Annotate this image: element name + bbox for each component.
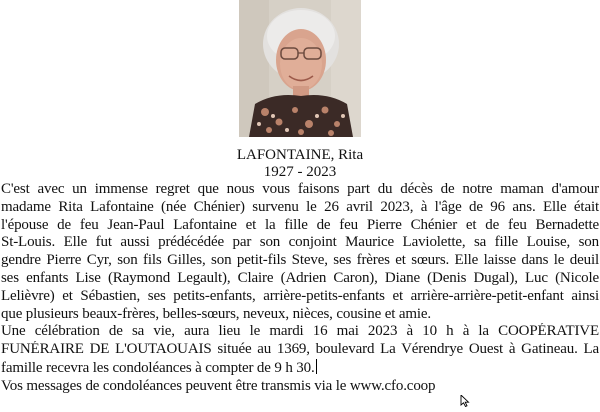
text-line[interactable]: [1, 359, 599, 378]
deceased-name: LAFONTAINE, Rita: [236, 147, 364, 163]
text-line-content: famille recevra les condoléances à compter de 9 h 30.: [1, 359, 315, 376]
life-years: 1927 - 2023: [263, 164, 337, 180]
portrait-photo: [239, 0, 361, 137]
text-line: C'est avec un immense regret que nous vous faisons part du décès de notre maman d'amour: [1, 181, 599, 197]
text-cursor: [316, 359, 317, 374]
text-line: St-Louis. Elle fut aussi prédécédée par son conjoint Maurice Laviolette, sa fille Louise, son: [1, 234, 599, 251]
text-line: gendre Pierre Cyr, son fils Gilles, son petit-fils Steve, ses frères et sœurs. Elle laisse dans le deuil: [1, 252, 599, 269]
text-line: que plusieurs beaux-frères, belles-sœurs, neveux, nièces, cousine et amie.: [1, 305, 431, 322]
mouse-pointer-icon: [460, 394, 470, 406]
text-line: madame Rita Lafontaine (née Chénier) survenu le 26 avril 2023, à l'âge de 96 ans. Elle était: [1, 198, 599, 215]
text-line: Une célébration de sa vie, aura lieu le mardi 16 mai 2023 à 10 h à la COOPÉRATIVE: [1, 323, 599, 340]
text-line: FUNÉRAIRE DE L'OUTAOUAIS située au 1369, boulevard La Vérendrye Ouest à Gatineau. La: [1, 341, 599, 358]
obituary-text: [1, 181, 599, 396]
text-line: Lelièvre) et Sébastien, ses petits-enfants, arrière-petits-enfants et arrière-arrière-petit-enfant ainsi: [1, 287, 599, 304]
text-line: ses enfants Lise (Raymond Legault), Claire (Adrien Caron), Diane (Denis Dugal), Luc (Nicole: [1, 269, 599, 286]
text-line: l'épouse de feu Jean-Paul Lafontaine et la fille de feu Pierre Chénier et de feu Bernadette: [1, 216, 599, 233]
text-line: Vos messages de condoléances peuvent être transmis via le www.cfo.coop: [1, 377, 436, 394]
